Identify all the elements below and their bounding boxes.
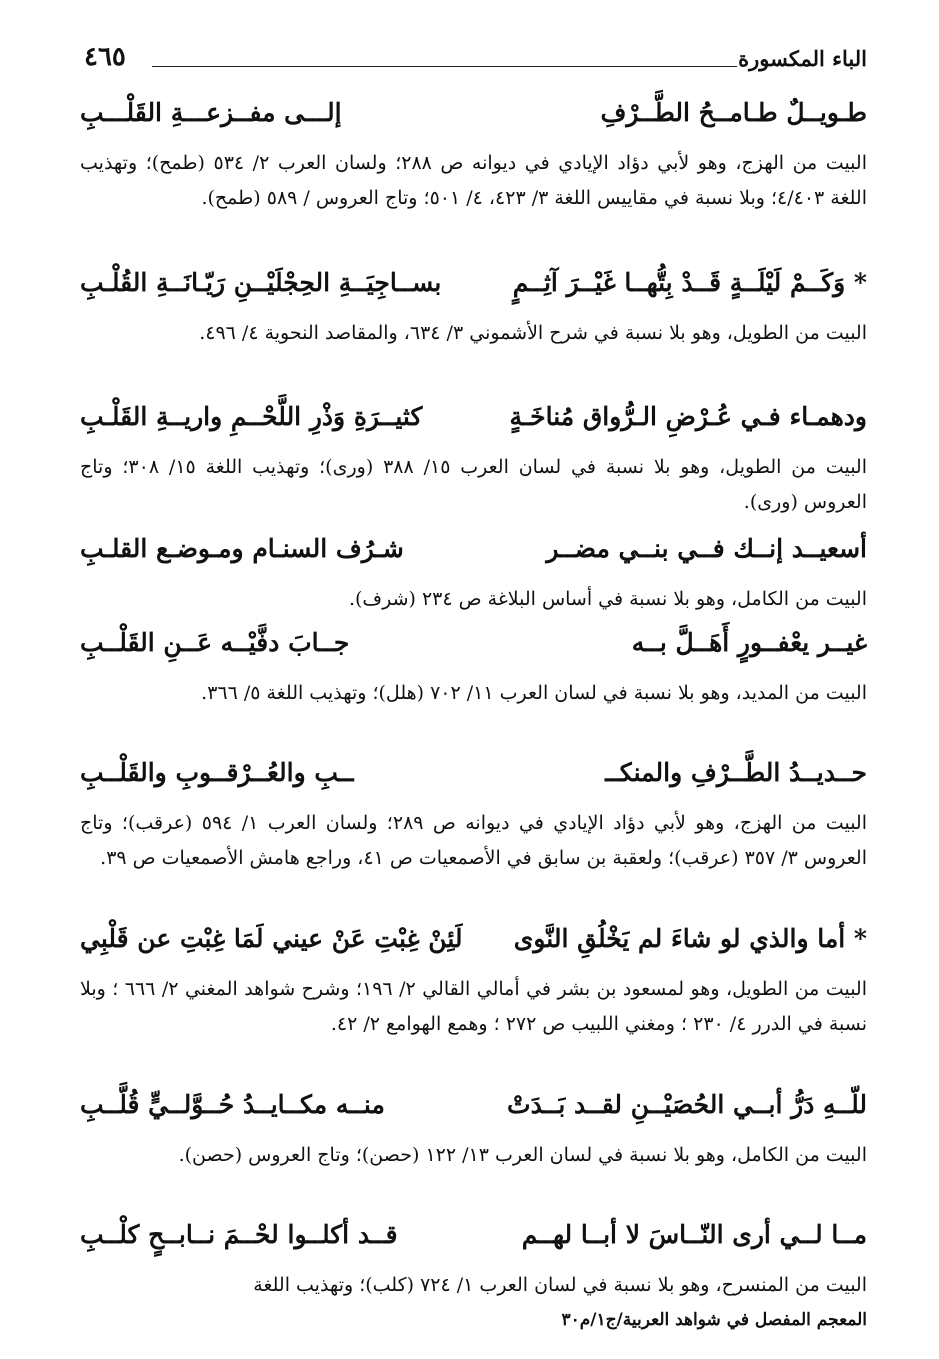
verse-note: البيت من الهزج، وهو لأبي دؤاد الإيادي في ديوانه ص ٢٨٩؛ ولسان العرب ١/ ٥٩٤ (عرقب)؛ وتاج العروس ٣/ ٣٥٧ (عرقب)؛ ولعقبة بن سابق في الأصمعيات ص ٤١، وراجع هامش الأصمعيات ص ٣٩. bbox=[80, 812, 868, 869]
verse-first-hemistich: غيــر يعْفــورٍ أَهَــلَّ بــه bbox=[631, 628, 867, 657]
page-number: ٤٦٥ bbox=[84, 42, 126, 72]
verse-entry bbox=[80, 758, 867, 875]
verse-first-hemistich: مــا لــي أرى النّــاسَ لا أبــا لهــم bbox=[521, 1220, 867, 1249]
verse-entry bbox=[80, 924, 867, 1041]
verse-first-hemistich: أسعيــد إنــك فــي بنــي مضــر bbox=[546, 534, 867, 563]
header-rule bbox=[152, 66, 737, 67]
verse-second-hemistich: منــه مكــايــدُ حُــوَّلــيٍّ قُلَّــبِ bbox=[80, 1090, 385, 1119]
verse-first-hemistich: طـويــلٌ طـامــحُ الطَّــرْفِ bbox=[600, 98, 867, 127]
verse-line bbox=[80, 628, 867, 672]
verse-second-hemistich: كثيــرَةِ وَذْرِ اللَّحْــمِ واريــةِ القَلْـبِ bbox=[80, 402, 423, 431]
verse-line bbox=[80, 758, 867, 802]
verse-second-hemistich: لَئِنْ غِبْتِ عَنْ عيني لَمَا غِبْتِ عن قَلْبِي bbox=[80, 924, 463, 953]
verse-first-hemistich: حــديــدُ الطَّــرْفِ والمنكــ bbox=[605, 758, 867, 787]
verse-entry bbox=[80, 268, 867, 351]
verse-entry bbox=[80, 402, 867, 519]
verse-line bbox=[80, 924, 867, 968]
verse-second-hemistich: قــد أكلــوا لحْــمَ نــابــحٍ كلْــبِ bbox=[80, 1220, 398, 1249]
verse-entry bbox=[80, 1220, 867, 1303]
verse-note: البيت من المديد، وهو بلا نسبة في لسان العرب ١١/ ٧٠٢ (هلل)؛ وتهذيب اللغة ٥/ ٣٦٦. bbox=[201, 682, 867, 704]
verse-second-hemistich: ــبِ والعُــرْقــوبِ والقَلْــبِ bbox=[80, 758, 354, 787]
verse-line bbox=[80, 268, 867, 312]
verse-entry bbox=[80, 534, 867, 617]
verse-line bbox=[80, 402, 867, 446]
chapter-title: الباء المكسورة bbox=[738, 46, 867, 71]
verse-entry bbox=[80, 628, 867, 711]
verse-entry bbox=[80, 98, 867, 215]
verse-first-hemistich: * أما والذي لو شاءَ لم يَخْلُقِ النَّوى bbox=[513, 924, 867, 953]
verse-entry bbox=[80, 1090, 867, 1173]
verse-line bbox=[80, 1090, 867, 1134]
verse-note: البيت من الهزج، وهو لأبي دؤاد الإيادي في ديوانه ص ٢٨٨؛ ولسان العرب ٢/ ٥٣٤ (طمح)؛ وتهذيب اللغة ٤/٤٠٣؛ وبلا نسبة في مقاييس اللغة ٣/ ٤٢٣، ٤/ ٥٠١؛ وتاج العروس / ٥٨٩ (طمح). bbox=[80, 152, 867, 209]
verse-note: البيت من الكامل، وهو بلا نسبة في أساس البلاغة ص ٢٣٤ (شرف). bbox=[348, 588, 867, 610]
verse-first-hemistich: ودهمـاء فـي عُـرْضِ الـرُّواق مُناخَـةٍ bbox=[509, 402, 867, 431]
verse-second-hemistich: شـرُف السنـام ومـوضـع القلـبِ bbox=[80, 534, 404, 563]
verse-line bbox=[80, 1220, 867, 1264]
verse-second-hemistich: بســاجِيَــةِ الحِجْلَيْــنِ رَيّـانَــةِ القُلْـبِ bbox=[80, 268, 442, 297]
verse-note: البيت من الطويل، وهو بلا نسبة في لسان العرب ١٥/ ٣٨٨ (ورى)؛ وتهذيب اللغة ١٥/ ٣٠٨؛ وتاج العروس (ورى). bbox=[80, 456, 867, 513]
verse-line bbox=[80, 98, 867, 142]
book-page bbox=[80, 40, 867, 1340]
verse-second-hemistich: جــابَ دفَّيْــه عَــنِ القَلْــبِ bbox=[80, 628, 350, 657]
verse-line bbox=[80, 534, 867, 578]
verse-note: البيت من المنسرح، وهو بلا نسبة في لسان العرب ١/ ٧٢٤ (كلب)؛ وتهذيب اللغة bbox=[253, 1274, 867, 1296]
verse-first-hemistich: للّــهِ دَرُّ أبــي الحُصَيْــنِ لقــد بَــدَتْ bbox=[507, 1090, 867, 1119]
verse-first-hemistich: * وَكَــمْ لَيْلَــةٍ قَــدْ بِتُّهــا غَيْــرَ آثِــمٍ bbox=[512, 268, 867, 297]
page-footer: المعجم المفصل في شواهد العربية/ج١/م٣٠ bbox=[561, 1310, 867, 1330]
verse-note: البيت من الطويل، وهو بلا نسبة في شرح الأشموني ٣/ ٦٣٤، والمقاصد النحوية ٤/ ٤٩٦. bbox=[199, 322, 867, 344]
verse-second-hemistich: إلـــى مفــزعـــةِ القَلْـــبِ bbox=[80, 98, 342, 127]
page-header bbox=[80, 40, 867, 76]
verse-note: البيت من الطويل، وهو لمسعود بن بشر في أمالي القالي ٢/ ١٩٦؛ وشرح شواهد المغني ٢/ ٦٦٦ ؛ وبلا نسبة في الدرر ٤/ ٢٣٠ ؛ ومغني اللبيب ص ٢٧٢ ؛ وهمع الهوامع ٢/ ٤٢. bbox=[80, 978, 867, 1035]
verse-note: البيت من الكامل، وهو بلا نسبة في لسان العرب ١٣/ ١٢٢ (حصن)؛ وتاج العروس (حصن). bbox=[178, 1144, 867, 1166]
